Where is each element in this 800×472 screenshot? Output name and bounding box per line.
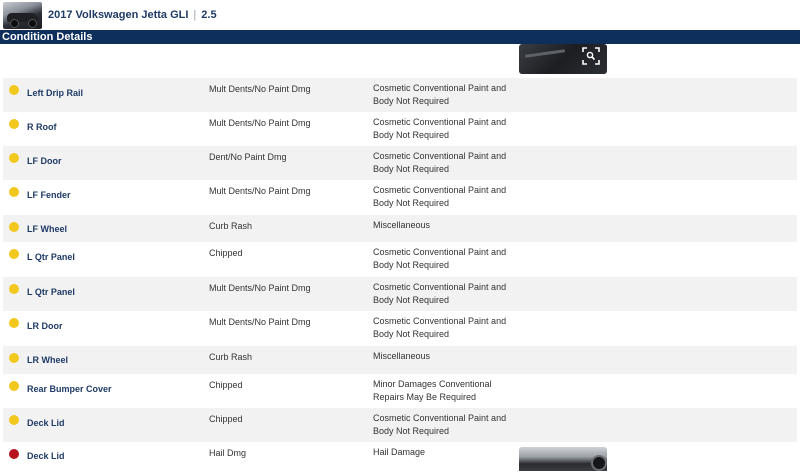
damage-type: Dent/No Paint Dmg (209, 152, 287, 162)
repair-action: Cosmetic Conventional Paint and Body Not Required (373, 83, 507, 106)
damage-location-link[interactable]: LR Door (27, 321, 63, 331)
repair-action: Cosmetic Conventional Paint and Body Not Required (373, 185, 507, 208)
repair-action: Cosmetic Conventional Paint and Body Not Required (373, 247, 507, 270)
title-separator: | (193, 9, 197, 21)
table-row (3, 346, 797, 375)
status-yellow-dot-icon (9, 284, 19, 294)
repair-action: Hail Damage (373, 447, 426, 457)
damage-type: Chipped (209, 248, 243, 258)
damage-type: Curb Rash (209, 221, 253, 231)
damage-type: Mult Dents/No Paint Dmg (209, 118, 311, 128)
table-row (3, 442, 797, 472)
status-yellow-dot-icon (9, 85, 19, 95)
status-yellow-dot-icon (9, 415, 19, 425)
damage-type: Mult Dents/No Paint Dmg (209, 283, 311, 293)
status-yellow-dot-icon (9, 318, 19, 328)
repair-action: Cosmetic Conventional Paint and Body Not Required (373, 282, 507, 305)
repair-action: Cosmetic Conventional Paint and Body Not Required (373, 117, 507, 140)
status-yellow-dot-icon (9, 153, 19, 163)
damage-type: Chipped (209, 414, 243, 424)
damage-photo-hail[interactable] (519, 447, 607, 471)
vehicle-name: 2017 Volkswagen Jetta GLI (48, 9, 189, 21)
status-yellow-dot-icon (9, 187, 19, 197)
repair-action: Minor Damages Conventional Repairs May Be Required (373, 379, 492, 402)
status-yellow-dot-icon (9, 249, 19, 259)
status-red-dot-icon (9, 449, 19, 459)
table-row (3, 311, 797, 347)
damage-location-link[interactable]: Rear Bumper Cover (27, 384, 112, 394)
table-row (3, 374, 797, 409)
table-row (3, 242, 797, 278)
status-yellow-dot-icon (9, 222, 19, 232)
damage-location-link[interactable]: Deck Lid (27, 418, 65, 428)
engine-size: 2.5 (201, 9, 217, 21)
status-yellow-dot-icon (9, 119, 19, 129)
damage-location-link[interactable]: L Qtr Panel (27, 287, 75, 297)
damage-location-link[interactable]: LF Wheel (27, 224, 67, 234)
damage-location-link[interactable]: LR Wheel (27, 355, 69, 365)
repair-action: Cosmetic Conventional Paint and Body Not Required (373, 413, 507, 436)
damage-location-link[interactable]: Deck Lid (27, 451, 65, 461)
status-yellow-dot-icon (9, 381, 19, 391)
repair-action: Miscellaneous (373, 351, 431, 361)
damage-location-link[interactable]: LF Door (27, 156, 62, 166)
damage-photo[interactable] (519, 44, 607, 74)
vehicle-thumbnail[interactable] (3, 2, 42, 29)
vehicle-header (0, 0, 800, 30)
damage-type: Hail Dmg (209, 448, 247, 458)
table-row (3, 146, 797, 181)
expand-zoom-icon[interactable] (582, 47, 600, 65)
table-row (3, 277, 797, 312)
damage-type: Mult Dents/No Paint Dmg (209, 317, 311, 327)
repair-action: Miscellaneous (373, 220, 431, 230)
table-row (3, 78, 797, 113)
damage-type: Chipped (209, 380, 243, 390)
damage-type: Curb Rash (209, 352, 253, 362)
table-row (3, 408, 797, 443)
repair-action: Cosmetic Conventional Paint and Body Not Required (373, 316, 507, 339)
damage-location-link[interactable]: R Roof (27, 122, 57, 132)
status-yellow-dot-icon (9, 353, 19, 363)
table-row (3, 215, 797, 243)
section-header-bar (0, 30, 800, 44)
repair-action: Cosmetic Conventional Paint and Body Not Required (373, 151, 507, 174)
damage-type: Mult Dents/No Paint Dmg (209, 186, 311, 196)
damage-location-link[interactable]: LF Fender (27, 190, 71, 200)
table-row (3, 112, 797, 147)
damage-type: Mult Dents/No Paint Dmg (209, 84, 311, 94)
section-title: Condition Details (2, 31, 93, 43)
damage-location-link[interactable]: Left Drip Rail (27, 88, 84, 98)
vehicle-title (48, 9, 217, 21)
damage-location-link[interactable]: L Qtr Panel (27, 252, 75, 262)
table-row (3, 180, 797, 216)
